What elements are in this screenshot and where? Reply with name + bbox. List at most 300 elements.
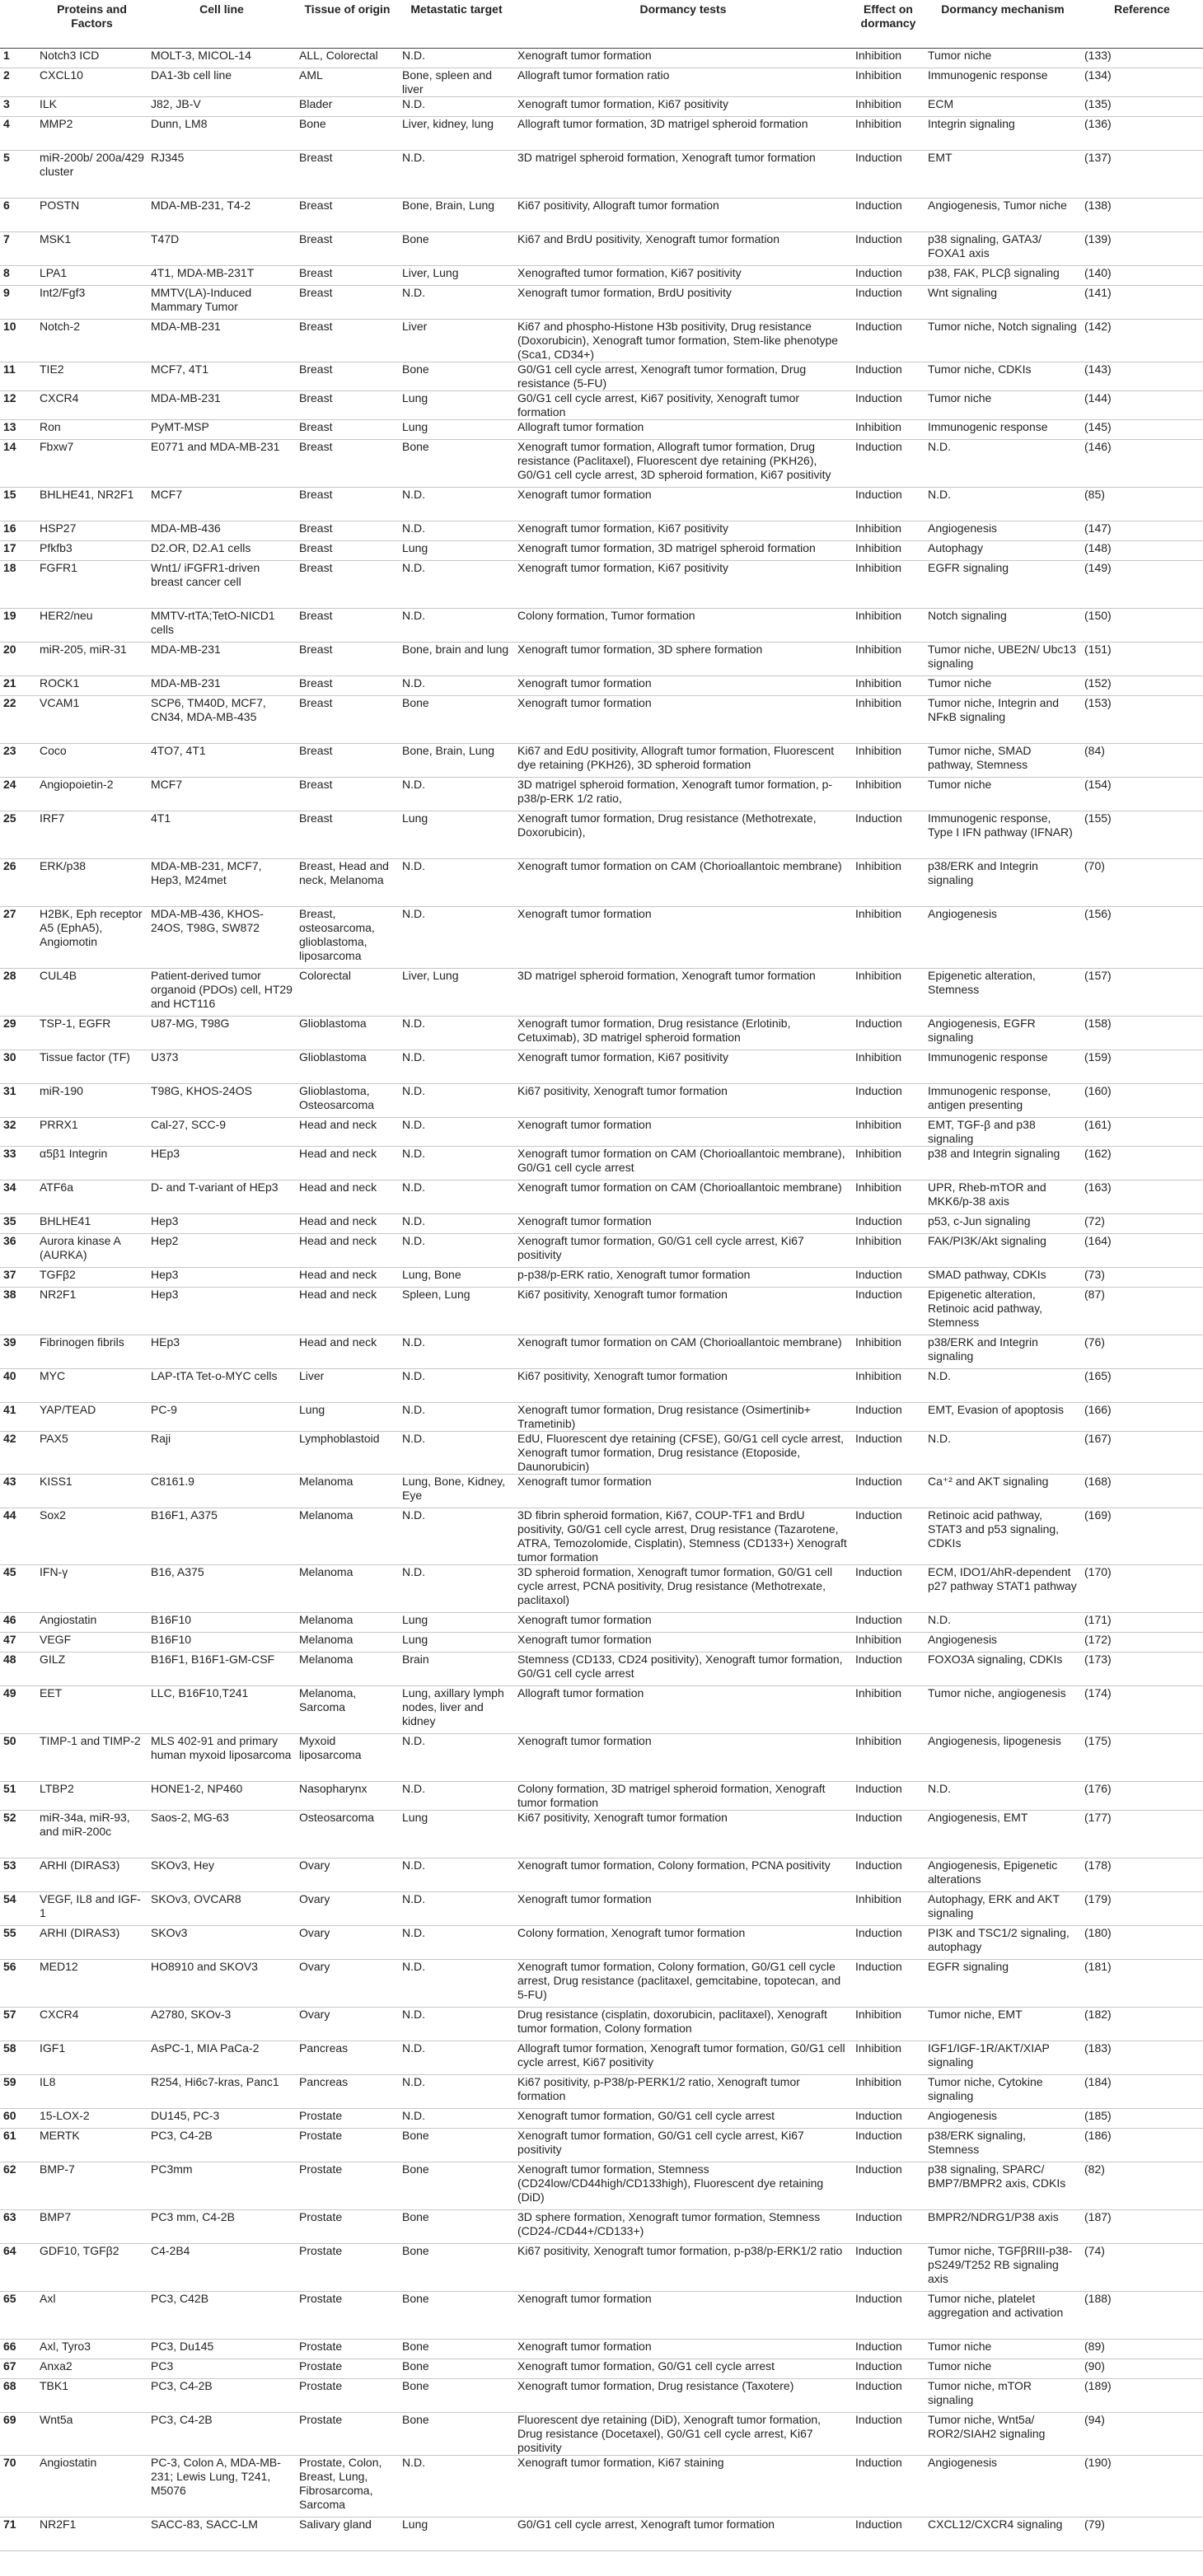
dormancy-mechanism-cell: UPR, Rheb-mTOR and MKK6/p-38 axis bbox=[924, 1180, 1081, 1213]
dormancy-tests-cell: Ki67 positivity, Xenograft tumor formation bbox=[514, 1083, 852, 1117]
row-number-cell: 31 bbox=[0, 1083, 36, 1117]
table-row bbox=[0, 968, 1203, 1016]
header-row bbox=[0, 0, 1203, 48]
protein-factor-cell: miR-34a, miR-93, and miR-200c bbox=[36, 1810, 147, 1858]
reference-cell: (167) bbox=[1081, 1431, 1203, 1474]
dormancy-tests-cell: Xenograft tumor formation bbox=[514, 1733, 852, 1781]
cell-line-cell: HONE1-2, NP460 bbox=[147, 1781, 296, 1810]
protein-factor-cell: MMP2 bbox=[36, 116, 147, 150]
protein-factor-cell: Ron bbox=[36, 419, 147, 439]
table-row bbox=[0, 116, 1203, 150]
reference-cell: (185) bbox=[1081, 2108, 1203, 2128]
protein-factor-cell: TIMP-1 and TIMP-2 bbox=[36, 1733, 147, 1781]
protein-factor-cell: MSK1 bbox=[36, 231, 147, 265]
dormancy-mechanism-cell: SMAD pathway, CDKIs bbox=[924, 1267, 1081, 1287]
row-number-cell: 1 bbox=[0, 48, 36, 68]
reference-cell: (178) bbox=[1081, 1858, 1203, 1891]
row-number-cell: 41 bbox=[0, 1402, 36, 1431]
dormancy-mechanism-cell: Tumor niche, CDKIs bbox=[924, 362, 1081, 390]
reference-cell: (82) bbox=[1081, 2162, 1203, 2209]
tissue-of-origin-cell: Ovary bbox=[296, 2007, 399, 2041]
metastatic-target-cell: Bone bbox=[399, 2378, 514, 2412]
effect-on-dormancy-cell: Inhibition bbox=[852, 2074, 924, 2108]
cell-line-cell: HEp3 bbox=[147, 1146, 296, 1180]
dormancy-tests-cell: Xenograft tumor formation, G0/G1 cell cycle arrest bbox=[514, 2359, 852, 2378]
metastatic-target-cell: N.D. bbox=[399, 2041, 514, 2074]
protein-factor-cell: IRF7 bbox=[36, 811, 147, 858]
metastatic-target-cell: N.D. bbox=[399, 1233, 514, 1267]
row-number-cell: 57 bbox=[0, 2007, 36, 2041]
cell-line-cell: MMTV-rtTA;TetO-NICD1 cells bbox=[147, 608, 296, 642]
tissue-of-origin-cell: Melanoma bbox=[296, 1632, 399, 1652]
row-number-cell: 16 bbox=[0, 521, 36, 540]
reference-cell: (84) bbox=[1081, 743, 1203, 777]
row-number-cell: 54 bbox=[0, 1891, 36, 1925]
dormancy-mechanism-cell: p38/ERK signaling, Stemness bbox=[924, 2128, 1081, 2162]
reference-cell: (172) bbox=[1081, 1632, 1203, 1652]
metastatic-target-cell: N.D. bbox=[399, 1050, 514, 1083]
metastatic-target-cell: Lung, axillary lymph nodes, liver and kidney bbox=[399, 1685, 514, 1733]
metastatic-target-cell: N.D. bbox=[399, 560, 514, 608]
metastatic-target-cell: Bone bbox=[399, 2359, 514, 2378]
metastatic-target-cell: Bone bbox=[399, 2162, 514, 2209]
dormancy-mechanism-cell: FOXO3A signaling, CDKIs bbox=[924, 1652, 1081, 1685]
cell-line-cell: Saos-2, MG-63 bbox=[147, 1810, 296, 1858]
row-number-cell: 23 bbox=[0, 743, 36, 777]
tissue-of-origin-cell: Colorectal bbox=[296, 968, 399, 1016]
row-number-cell: 19 bbox=[0, 608, 36, 642]
effect-on-dormancy-cell: Inhibition bbox=[852, 1685, 924, 1733]
dormancy-tests-cell: 3D matrigel spheroid formation, Xenograft tumor formation bbox=[514, 968, 852, 1016]
row-number-cell: 40 bbox=[0, 1368, 36, 1402]
effect-on-dormancy-cell: Induction bbox=[852, 1564, 924, 1612]
dormancy-mechanism-cell: Immunogenic response, antigen presenting bbox=[924, 1083, 1081, 1117]
dormancy-mechanism-cell: FAK/PI3K/Akt signaling bbox=[924, 1233, 1081, 1267]
header-dormancy-mechanism: Dormancy mechanism bbox=[924, 0, 1081, 48]
metastatic-target-cell: N.D. bbox=[399, 487, 514, 521]
metastatic-target-cell: N.D. bbox=[399, 906, 514, 968]
dormancy-tests-cell: Ki67 and phospho-Histone H3b positivity, Drug resistance (Doxorubicin), Xenograft tumor formation, Stem-like phenotype (Sca1, CD34+) bbox=[514, 319, 852, 362]
protein-factor-cell: BMP-7 bbox=[36, 2162, 147, 2209]
dormancy-mechanism-cell: BMPR2/NDRG1/P38 axis bbox=[924, 2209, 1081, 2243]
table-row bbox=[0, 285, 1203, 319]
tissue-of-origin-cell: Breast bbox=[296, 608, 399, 642]
reference-cell: (134) bbox=[1081, 68, 1203, 96]
cell-line-cell: E0771 and MDA-MB-231 bbox=[147, 439, 296, 487]
dormancy-mechanism-cell: Tumor niche, TGFβRIII-p38-pS249/T252 RB signaling axis bbox=[924, 2243, 1081, 2291]
table-row bbox=[0, 150, 1203, 198]
metastatic-target-cell: Liver bbox=[399, 319, 514, 362]
effect-on-dormancy-cell: Induction bbox=[852, 1925, 924, 1959]
effect-on-dormancy-cell: Induction bbox=[852, 1287, 924, 1335]
dormancy-tests-cell: Xenograft tumor formation, Colony formation, PCNA positivity bbox=[514, 1858, 852, 1891]
reference-cell: (182) bbox=[1081, 2007, 1203, 2041]
protein-factor-cell: BMP7 bbox=[36, 2209, 147, 2243]
effect-on-dormancy-cell: Induction bbox=[852, 390, 924, 419]
metastatic-target-cell: N.D. bbox=[399, 1117, 514, 1146]
protein-factor-cell: NR2F1 bbox=[36, 1287, 147, 1335]
row-number-cell: 26 bbox=[0, 858, 36, 906]
header-metastatic-target: Metastatic target bbox=[399, 0, 514, 48]
metastatic-target-cell: N.D. bbox=[399, 1733, 514, 1781]
protein-factor-cell: H2BK, Eph receptor A5 (EphA5), Angiomotin bbox=[36, 906, 147, 968]
dormancy-mechanism-cell: Tumor niche bbox=[924, 676, 1081, 695]
dormancy-tests-cell: Xenograft tumor formation, G0/G1 cell cycle arrest bbox=[514, 2108, 852, 2128]
row-number-cell: 58 bbox=[0, 2041, 36, 2074]
protein-factor-cell: CXCL10 bbox=[36, 68, 147, 96]
row-number-cell: 30 bbox=[0, 1050, 36, 1083]
cell-line-cell: SCP6, TM40D, MCF7, CN34, MDA-MB-435 bbox=[147, 695, 296, 743]
table-row bbox=[0, 560, 1203, 608]
table-row bbox=[0, 1959, 1203, 2007]
reference-cell: (188) bbox=[1081, 2291, 1203, 2339]
dormancy-mechanism-cell: Tumor niche, SMAD pathway, Stemness bbox=[924, 743, 1081, 777]
dormancy-mechanism-cell: Wnt signaling bbox=[924, 285, 1081, 319]
metastatic-target-cell: N.D. bbox=[399, 777, 514, 811]
dormancy-tests-cell: Ki67 positivity, Allograft tumor formation bbox=[514, 198, 852, 231]
protein-factor-cell: Int2/Fgf3 bbox=[36, 285, 147, 319]
cell-line-cell: MDA-MB-231, MCF7, Hep3, M24met bbox=[147, 858, 296, 906]
cell-line-cell: D- and T-variant of HEp3 bbox=[147, 1180, 296, 1213]
row-number-cell: 28 bbox=[0, 968, 36, 1016]
table-row bbox=[0, 1508, 1203, 1564]
metastatic-target-cell: Lung bbox=[399, 1612, 514, 1632]
reference-cell: (79) bbox=[1081, 2517, 1203, 2550]
dormancy-tests-cell: Colony formation, Tumor formation bbox=[514, 608, 852, 642]
row-number-cell: 21 bbox=[0, 676, 36, 695]
protein-factor-cell: VEGF bbox=[36, 1632, 147, 1652]
metastatic-target-cell: Liver, kidney, lung bbox=[399, 116, 514, 150]
dormancy-mechanism-cell: Epigenetic alteration, Retinoic acid pathway, Stemness bbox=[924, 1287, 1081, 1335]
dormancy-mechanism-cell: Tumor niche, Cytokine signaling bbox=[924, 2074, 1081, 2108]
metastatic-target-cell: Lung bbox=[399, 811, 514, 858]
dormancy-tests-cell: Xenograft tumor formation bbox=[514, 1612, 852, 1632]
row-number-cell: 17 bbox=[0, 540, 36, 560]
effect-on-dormancy-cell: Inhibition bbox=[852, 743, 924, 777]
effect-on-dormancy-cell: Induction bbox=[852, 2455, 924, 2517]
reference-cell: (180) bbox=[1081, 1925, 1203, 1959]
cell-line-cell: MCF7, 4T1 bbox=[147, 362, 296, 390]
dormancy-tests-cell: Xenograft tumor formation bbox=[514, 487, 852, 521]
row-number-cell: 46 bbox=[0, 1612, 36, 1632]
tissue-of-origin-cell: Glioblastoma bbox=[296, 1050, 399, 1083]
table-row bbox=[0, 2517, 1203, 2550]
protein-factor-cell: MYC bbox=[36, 1368, 147, 1402]
dormancy-tests-cell: Xenograft tumor formation, 3D sphere formation bbox=[514, 642, 852, 676]
protein-factor-cell: VCAM1 bbox=[36, 695, 147, 743]
metastatic-target-cell: Bone, spleen and liver bbox=[399, 68, 514, 96]
table-body bbox=[0, 48, 1203, 2550]
cell-line-cell: Hep3 bbox=[147, 1267, 296, 1287]
dormancy-tests-cell: Colony formation, Xenograft tumor formation bbox=[514, 1925, 852, 1959]
reference-cell: (136) bbox=[1081, 116, 1203, 150]
tissue-of-origin-cell: Head and neck bbox=[296, 1117, 399, 1146]
reference-cell: (137) bbox=[1081, 150, 1203, 198]
dormancy-mechanism-cell: Tumor niche, platelet aggregation and activation bbox=[924, 2291, 1081, 2339]
tissue-of-origin-cell: Breast bbox=[296, 811, 399, 858]
cell-line-cell: U87-MG, T98G bbox=[147, 1016, 296, 1050]
dormancy-tests-cell: 3D spheroid formation, Xenograft tumor formation, G0/G1 cell cycle arrest, PCNA positivity, Drug resistance (Methotrexate, paclitaxol) bbox=[514, 1564, 852, 1612]
tissue-of-origin-cell: Head and neck bbox=[296, 1233, 399, 1267]
row-number-cell: 45 bbox=[0, 1564, 36, 1612]
reference-cell: (161) bbox=[1081, 1117, 1203, 1146]
metastatic-target-cell: Bone bbox=[399, 2209, 514, 2243]
row-number-cell: 4 bbox=[0, 116, 36, 150]
tissue-of-origin-cell: Nasopharynx bbox=[296, 1781, 399, 1810]
effect-on-dormancy-cell: Inhibition bbox=[852, 540, 924, 560]
dormancy-tests-cell: G0/G1 cell cycle arrest, Xenograft tumor formation bbox=[514, 2517, 852, 2550]
cell-line-cell: PyMT-MSP bbox=[147, 419, 296, 439]
dormancy-mechanism-cell: p38, FAK, PLCβ signaling bbox=[924, 265, 1081, 285]
tissue-of-origin-cell: Breast bbox=[296, 540, 399, 560]
table-row bbox=[0, 1335, 1203, 1368]
protein-factor-cell: NR2F1 bbox=[36, 2517, 147, 2550]
metastatic-target-cell: N.D. bbox=[399, 1781, 514, 1810]
metastatic-target-cell: N.D. bbox=[399, 2007, 514, 2041]
cell-line-cell: HO8910 and SKOV3 bbox=[147, 1959, 296, 2007]
cell-line-cell: Hep3 bbox=[147, 1287, 296, 1335]
table-row bbox=[0, 419, 1203, 439]
tissue-of-origin-cell: Head and neck bbox=[296, 1267, 399, 1287]
cell-line-cell: PC3, C4-2B bbox=[147, 2412, 296, 2455]
header-row-number bbox=[0, 0, 36, 48]
dormancy-tests-cell: Xenograft tumor formation bbox=[514, 2339, 852, 2359]
metastatic-target-cell: N.D. bbox=[399, 1925, 514, 1959]
row-number-cell: 47 bbox=[0, 1632, 36, 1652]
cell-line-cell: MDA-MB-231 bbox=[147, 676, 296, 695]
effect-on-dormancy-cell: Induction bbox=[852, 2291, 924, 2339]
metastatic-target-cell: N.D. bbox=[399, 150, 514, 198]
metastatic-target-cell: N.D. bbox=[399, 521, 514, 540]
tissue-of-origin-cell: Breast bbox=[296, 676, 399, 695]
tissue-of-origin-cell: Prostate bbox=[296, 2412, 399, 2455]
protein-factor-cell: TIE2 bbox=[36, 362, 147, 390]
tissue-of-origin-cell: Head and neck bbox=[296, 1213, 399, 1233]
row-number-cell: 10 bbox=[0, 319, 36, 362]
tissue-of-origin-cell: Breast bbox=[296, 777, 399, 811]
effect-on-dormancy-cell: Induction bbox=[852, 1016, 924, 1050]
dormancy-mechanism-cell: EMT, TGF-β and p38 signaling bbox=[924, 1117, 1081, 1146]
row-number-cell: 7 bbox=[0, 231, 36, 265]
tissue-of-origin-cell: Pancreas bbox=[296, 2074, 399, 2108]
protein-factor-cell: MED12 bbox=[36, 1959, 147, 2007]
metastatic-target-cell: Brain bbox=[399, 1652, 514, 1685]
metastatic-target-cell: N.D. bbox=[399, 676, 514, 695]
dormancy-mechanism-cell: Ca⁺² and AKT signaling bbox=[924, 1474, 1081, 1508]
reference-cell: (154) bbox=[1081, 777, 1203, 811]
cell-line-cell: MDA-MB-231 bbox=[147, 319, 296, 362]
dormancy-mechanism-cell: IGF1/IGF-1R/AKT/XIAP signaling bbox=[924, 2041, 1081, 2074]
reference-cell: (72) bbox=[1081, 1213, 1203, 1233]
table-row bbox=[0, 1146, 1203, 1180]
table-row bbox=[0, 1233, 1203, 1267]
effect-on-dormancy-cell: Induction bbox=[852, 811, 924, 858]
tissue-of-origin-cell: Breast bbox=[296, 285, 399, 319]
effect-on-dormancy-cell: Induction bbox=[852, 2378, 924, 2412]
metastatic-target-cell: Bone bbox=[399, 439, 514, 487]
metastatic-target-cell: Lung bbox=[399, 2517, 514, 2550]
dormancy-tests-cell: Xenograft tumor formation on CAM (Chorioallantoic membrane) bbox=[514, 1180, 852, 1213]
table-row bbox=[0, 2359, 1203, 2378]
protein-factor-cell: miR-190 bbox=[36, 1083, 147, 1117]
effect-on-dormancy-cell: Inhibition bbox=[852, 858, 924, 906]
metastatic-target-cell: N.D. bbox=[399, 1508, 514, 1564]
protein-factor-cell: BHLHE41, NR2F1 bbox=[36, 487, 147, 521]
dormancy-tests-cell: Xenografted tumor formation, Ki67 positivity bbox=[514, 265, 852, 285]
cell-line-cell: Dunn, LM8 bbox=[147, 116, 296, 150]
reference-cell: (156) bbox=[1081, 906, 1203, 968]
cell-line-cell: DU145, PC-3 bbox=[147, 2108, 296, 2128]
cell-line-cell: SACC-83, SACC-LM bbox=[147, 2517, 296, 2550]
tissue-of-origin-cell: Pancreas bbox=[296, 2041, 399, 2074]
cell-line-cell: MMTV(LA)-Induced Mammary Tumor bbox=[147, 285, 296, 319]
tissue-of-origin-cell: Glioblastoma, Osteosarcoma bbox=[296, 1083, 399, 1117]
table-row bbox=[0, 1431, 1203, 1474]
dormancy-mechanism-cell: N.D. bbox=[924, 1368, 1081, 1402]
cell-line-cell: PC3, C42B bbox=[147, 2291, 296, 2339]
dormancy-mechanism-cell: Angiogenesis bbox=[924, 1632, 1081, 1652]
dormancy-mechanism-cell: Tumor niche, EMT bbox=[924, 2007, 1081, 2041]
effect-on-dormancy-cell: Inhibition bbox=[852, 48, 924, 68]
effect-on-dormancy-cell: Induction bbox=[852, 2243, 924, 2291]
dormancy-tests-cell: 3D sphere formation, Xenograft tumor formation, Stemness (CD24-/CD44+/CD133+) bbox=[514, 2209, 852, 2243]
effect-on-dormancy-cell: Inhibition bbox=[852, 2007, 924, 2041]
row-number-cell: 5 bbox=[0, 150, 36, 198]
dormancy-mechanism-cell: N.D. bbox=[924, 439, 1081, 487]
row-number-cell: 36 bbox=[0, 1233, 36, 1267]
table-row bbox=[0, 2162, 1203, 2209]
header-effect-on-dormancy: Effect on dormancy bbox=[852, 0, 924, 48]
tissue-of-origin-cell: Melanoma bbox=[296, 1508, 399, 1564]
reference-cell: (89) bbox=[1081, 2339, 1203, 2359]
table-row bbox=[0, 2243, 1203, 2291]
row-number-cell: 33 bbox=[0, 1146, 36, 1180]
effect-on-dormancy-cell: Induction bbox=[852, 2339, 924, 2359]
cell-line-cell: B16F1, A375 bbox=[147, 1508, 296, 1564]
row-number-cell: 8 bbox=[0, 265, 36, 285]
reference-cell: (76) bbox=[1081, 1335, 1203, 1368]
dormancy-tests-cell: Xenograft tumor formation bbox=[514, 1891, 852, 1925]
protein-factor-cell: Pfkfb3 bbox=[36, 540, 147, 560]
reference-cell: (87) bbox=[1081, 1287, 1203, 1335]
dormancy-mechanism-cell: p38 signaling, GATA3/ FOXA1 axis bbox=[924, 231, 1081, 265]
reference-cell: (152) bbox=[1081, 676, 1203, 695]
row-number-cell: 29 bbox=[0, 1016, 36, 1050]
effect-on-dormancy-cell: Inhibition bbox=[852, 1891, 924, 1925]
effect-on-dormancy-cell: Induction bbox=[852, 1402, 924, 1431]
dormancy-tests-cell: Xenograft tumor formation, Ki67 positivity bbox=[514, 521, 852, 540]
row-number-cell: 14 bbox=[0, 439, 36, 487]
cell-line-cell: MDA-MB-436 bbox=[147, 521, 296, 540]
tissue-of-origin-cell: Bone bbox=[296, 116, 399, 150]
cell-line-cell: PC3, C4-2B bbox=[147, 2128, 296, 2162]
effect-on-dormancy-cell: Inhibition bbox=[852, 1632, 924, 1652]
reference-cell: (158) bbox=[1081, 1016, 1203, 1050]
tissue-of-origin-cell: Prostate, Colon, Breast, Lung, Fibrosarcoma, Sarcoma bbox=[296, 2455, 399, 2517]
effect-on-dormancy-cell: Inhibition bbox=[852, 1335, 924, 1368]
effect-on-dormancy-cell: Inhibition bbox=[852, 1050, 924, 1083]
reference-cell: (190) bbox=[1081, 2455, 1203, 2517]
row-number-cell: 65 bbox=[0, 2291, 36, 2339]
reference-cell: (85) bbox=[1081, 487, 1203, 521]
row-number-cell: 15 bbox=[0, 487, 36, 521]
row-number-cell: 55 bbox=[0, 1925, 36, 1959]
effect-on-dormancy-cell: Induction bbox=[852, 2209, 924, 2243]
dormancy-tests-cell: Ki67 positivity, Xenograft tumor formation bbox=[514, 1368, 852, 1402]
protein-factor-cell: Coco bbox=[36, 743, 147, 777]
protein-factor-cell: FGFR1 bbox=[36, 560, 147, 608]
row-number-cell: 70 bbox=[0, 2455, 36, 2517]
reference-cell: (169) bbox=[1081, 1508, 1203, 1564]
metastatic-target-cell: Spleen, Lung bbox=[399, 1287, 514, 1335]
table-row bbox=[0, 1652, 1203, 1685]
reference-cell: (140) bbox=[1081, 265, 1203, 285]
protein-factor-cell: HSP27 bbox=[36, 521, 147, 540]
reference-cell: (138) bbox=[1081, 198, 1203, 231]
metastatic-target-cell: Lung bbox=[399, 1632, 514, 1652]
row-number-cell: 12 bbox=[0, 390, 36, 419]
table-row bbox=[0, 1050, 1203, 1083]
row-number-cell: 27 bbox=[0, 906, 36, 968]
reference-cell: (73) bbox=[1081, 1267, 1203, 1287]
protein-factor-cell: EET bbox=[36, 1685, 147, 1733]
effect-on-dormancy-cell: Induction bbox=[852, 1652, 924, 1685]
table-row bbox=[0, 2412, 1203, 2455]
reference-cell: (183) bbox=[1081, 2041, 1203, 2074]
reference-cell: (171) bbox=[1081, 1612, 1203, 1632]
reference-cell: (160) bbox=[1081, 1083, 1203, 1117]
row-number-cell: 44 bbox=[0, 1508, 36, 1564]
tissue-of-origin-cell: AML bbox=[296, 68, 399, 96]
cell-line-cell: SKOv3, OVCAR8 bbox=[147, 1891, 296, 1925]
protein-factor-cell: IL8 bbox=[36, 2074, 147, 2108]
effect-on-dormancy-cell: Induction bbox=[852, 231, 924, 265]
table-row bbox=[0, 1810, 1203, 1858]
row-number-cell: 25 bbox=[0, 811, 36, 858]
protein-factor-cell: ROCK1 bbox=[36, 676, 147, 695]
dormancy-tests-cell: Xenograft tumor formation bbox=[514, 906, 852, 968]
effect-on-dormancy-cell: Induction bbox=[852, 265, 924, 285]
reference-cell: (189) bbox=[1081, 2378, 1203, 2412]
table-row bbox=[0, 1287, 1203, 1335]
dormancy-mechanism-cell: EGFR signaling bbox=[924, 1959, 1081, 2007]
metastatic-target-cell: Bone bbox=[399, 2339, 514, 2359]
reference-cell: (145) bbox=[1081, 419, 1203, 439]
tissue-of-origin-cell: Melanoma bbox=[296, 1564, 399, 1612]
table-row bbox=[0, 68, 1203, 96]
effect-on-dormancy-cell: Induction bbox=[852, 1431, 924, 1474]
cell-line-cell: Patient-derived tumor organoid (PDOs) cell, HT29 and HCT116 bbox=[147, 968, 296, 1016]
protein-factor-cell: CUL4B bbox=[36, 968, 147, 1016]
metastatic-target-cell: Bone bbox=[399, 2291, 514, 2339]
dormancy-tests-cell: Xenograft tumor formation bbox=[514, 695, 852, 743]
table-row bbox=[0, 1925, 1203, 1959]
metastatic-target-cell: Lung bbox=[399, 540, 514, 560]
table-row bbox=[0, 48, 1203, 68]
effect-on-dormancy-cell: Inhibition bbox=[852, 419, 924, 439]
dormancy-tests-cell: Allograft tumor formation ratio bbox=[514, 68, 852, 96]
dormancy-tests-cell: 3D fibrin spheroid formation, Ki67, COUP-TF1 and BrdU positivity, G0/G1 cell cycle arrest, Drug resistance (Tazarotene, ATRA, Temozolomide, Cisplatin), Stemness (CD133+) Xenograft tumor formation bbox=[514, 1508, 852, 1564]
metastatic-target-cell: N.D. bbox=[399, 858, 514, 906]
metastatic-target-cell: Liver, Lung bbox=[399, 968, 514, 1016]
cell-line-cell: PC3, Du145 bbox=[147, 2339, 296, 2359]
tissue-of-origin-cell: Breast bbox=[296, 231, 399, 265]
dormancy-mechanism-cell: N.D. bbox=[924, 487, 1081, 521]
table-row bbox=[0, 1213, 1203, 1233]
cell-line-cell: SKOv3 bbox=[147, 1925, 296, 1959]
tissue-of-origin-cell: Prostate bbox=[296, 2339, 399, 2359]
metastatic-target-cell: Lung bbox=[399, 390, 514, 419]
